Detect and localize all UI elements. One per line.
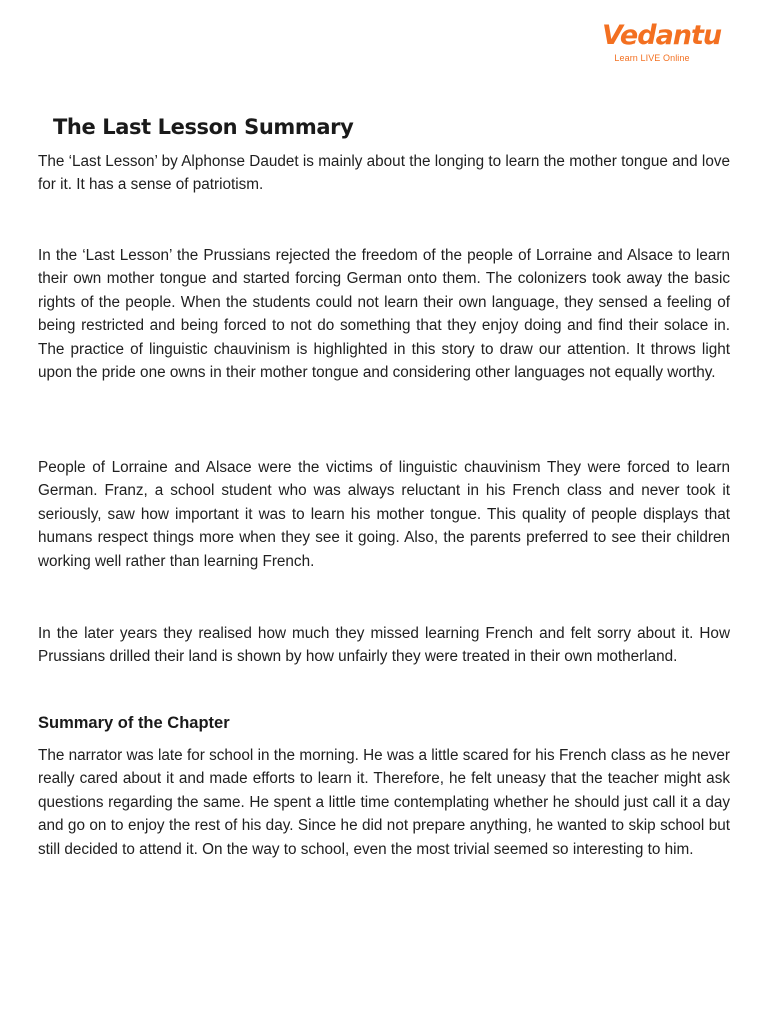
intro-paragraph: The ‘Last Lesson’ by Alphonse Daudet is mainly about the longing to learn the mother tongue and love for it. It has a sense of patriotism.: [38, 153, 730, 194]
body-paragraph-lorraine-alsace: People of Lorraine and Alsace were the victims of linguistic chauvinism They were forced to learn German. Franz, a school student who was always reluctant in his French class and never took it seriously, saw how important it was to learn his mother tongue. This quality of people displays that humans respect things more when they see it going. Also, the parents preferred to see their children working well rather than learning French.: [38, 459, 730, 570]
logo-wordmark: Vedantu: [602, 20, 722, 51]
body-paragraph-prussians: In the ‘Last Lesson’ the Prussians rejected the freedom of the people of Lorraine and Alsace to learn their own mother tongue and started forcing German onto them. The colonizers took away the basic rights of the people. When the students could not learn their own language, they sensed a feeling of being restricted and being forced to not do something that they enjoy doing and find their solace in. The practice of linguistic chauvinism is highlighted in this story to draw our attention. It throws light upon the pride one owns in their mother tongue and considering other languages not equally worthy.: [38, 247, 730, 382]
page-title: The Last Lesson Summary: [53, 115, 354, 139]
vedantu-logo: [602, 20, 722, 63]
body-paragraph-later-years: In the later years they realised how much they missed learning French and felt sorry about it. How Prussians drilled their land is shown by how unfairly they were treated in their own motherland.: [38, 625, 730, 666]
logo-tagline: Learn LIVE Online: [614, 53, 690, 63]
section-heading: Summary of the Chapter: [38, 714, 230, 732]
chapter-summary-paragraph: The narrator was late for school in the morning. He was a little scared for his French class as he never really cared about it and made efforts to learn it. Therefore, he felt uneasy that the teacher might ask questions regarding the same. He spent a little time contemplating whether he should just call it a day and go on to enjoy the rest of his day. Since he did not prepare anything, he wanted to skip school but still decided to attend it. On the way to school, even the most trivial seemed so interesting to him.: [38, 747, 730, 858]
